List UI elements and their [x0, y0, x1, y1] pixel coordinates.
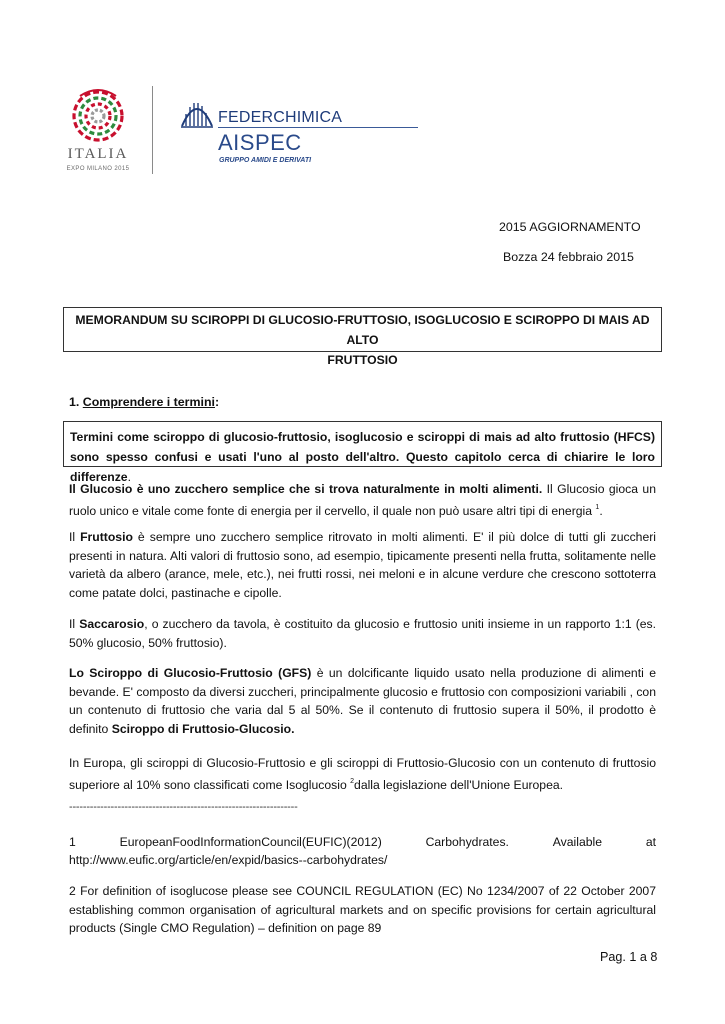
aispec-name: AISPEC	[218, 130, 302, 155]
saccarosio-text: , o zucchero da tavola, è costituito da glucosio e fruttosio uniti insieme in un rapporto 1:1 (es. 50% glucosio, 50% fruttosio).	[69, 617, 657, 650]
saccarosio-bold: Saccarosio	[79, 617, 145, 631]
gfs-text: è un dolcificante liquido usato nella produzione di alimenti e bevande. E' composto da diversi zuccheri, principalmente glucosio e fruttosio con composizioni variabili , con un contenuto di fruttosio che varia dal 5 al 50%. Se il contenuto di fruttosio supera il 50%, il prodotto è definito	[69, 666, 656, 736]
document-title-line2: FRUTTOSIO	[327, 353, 398, 367]
paragraph-gfs	[69, 664, 656, 738]
footnote-1-source: EuropeanFoodInformationCouncil(EUFIC)(2012)	[119, 835, 382, 849]
gfs-bold2: Sciroppo di Fruttosio-Glucosio.	[111, 721, 295, 736]
fruttosio-bold: Fruttosio	[80, 530, 133, 544]
section-colon: :	[214, 395, 220, 409]
glucosio-text: Il Glucosio gioca un ruolo unico e vitale come fonte di energia per il cervello, il quale non può usare altri tipi di energia	[69, 482, 656, 518]
footnote-ref-1: 1	[595, 503, 600, 511]
saccarosio-pre: Il	[69, 617, 80, 631]
document-title-line1: MEMORANDUM SU SCIROPPI DI GLUCOSIO-FRUTTOSIO, ISOGLUCOSIO E SCIROPPO DI MAIS AD ALTO	[75, 313, 650, 347]
expo-logo-word: ITALIA	[67, 146, 129, 162]
paragraph-europa	[69, 754, 656, 794]
fruttosio-text: è sempre uno zucchero semplice ritrovato in molti alimenti. E' il più dolce di tutti gli zuccheri presenti in natura. Alti valori di fruttosio sono, ad esempio, tipicamente presenti nella frutta, solitamente nelle varietà da albero (arance, mele, etc.), nei frutti rossi, nei meloni e in alcune verdure che crescono sottoterra come patate dolci, pastinache e cipolle.	[69, 530, 656, 600]
footnote-1	[69, 835, 656, 849]
header-divider	[152, 86, 153, 174]
federchimica-name: FEDERCHIMICA	[218, 109, 343, 126]
federchimica-rule	[218, 127, 418, 128]
update-label: 2015 AGGIORNAMENTO	[499, 220, 641, 234]
footnote-1-at: at	[645, 835, 656, 849]
paragraph-saccarosio	[69, 615, 656, 652]
page-number: Pag. 1 a 8	[600, 950, 658, 964]
draft-date: Bozza 24 febbraio 2015	[503, 250, 634, 264]
footnote-1-available: Available	[552, 835, 602, 849]
expo-logo-subtitle: EXPO MILANO 2015	[66, 166, 130, 172]
federchimica-building-icon	[180, 94, 214, 130]
section-heading	[69, 395, 219, 409]
intro-callout-end: .	[127, 470, 131, 484]
footnote-1-number: 1	[69, 835, 76, 849]
aispec-group: GRUPPO AMIDI E DERIVATI	[219, 157, 312, 164]
document-title	[63, 307, 662, 367]
paragraph-fruttosio	[69, 528, 656, 602]
fruttosio-pre: Il	[69, 530, 81, 544]
intro-callout	[63, 421, 662, 484]
footnote-1-url[interactable]: http://www.eufic.org/article/en/expid/basics--carbohydrates/	[69, 853, 388, 867]
europa-end: dalla legislazione dell'Unione Europea.	[354, 777, 564, 792]
footnote-ref-2: 2	[350, 777, 355, 785]
glucosio-bold: Il Glucosio è uno zucchero semplice che si trova naturalmente in molti alimenti.	[69, 482, 543, 496]
europa-text: In Europa, gli sciroppi di Glucosio-Fruttosio e gli sciroppi di Fruttosio-Glucosio con un contenuto di fruttosio superiore al 10% sono classificati come Isoglucosio	[69, 756, 656, 792]
glucosio-end: .	[599, 503, 603, 518]
expo-emblem-icon	[66, 86, 130, 144]
section-number: 1.	[69, 395, 83, 409]
section-title: Comprendere i termini	[82, 395, 215, 409]
intro-callout-text: Termini come sciroppo di glucosio-fruttosio, isoglucosio e sciroppi di mais ad alto fruttosio (HFCS) sono spesso confusi e usati l'uno al posto dell'altro. Questo capitolo cerca di chiarire le loro differenze	[70, 430, 655, 484]
footnote-separator: ------------------------------------------------------------------	[69, 801, 298, 813]
gfs-bold: Lo Sciroppo di Glucosio-Fruttosio (GFS)	[69, 666, 312, 680]
footnote-1-topic: Carbohydrates.	[425, 835, 509, 849]
paragraph-glucosio	[69, 480, 656, 520]
footnote-2: 2 For definition of isoglucose please see COUNCIL REGULATION (EC) No 1234/2007 of 22 October 2007 establishing common organisation of agricultural markets and on specific provisions for certain agricultural products (Single CMO Regulation) – definition on page 89	[69, 884, 656, 936]
